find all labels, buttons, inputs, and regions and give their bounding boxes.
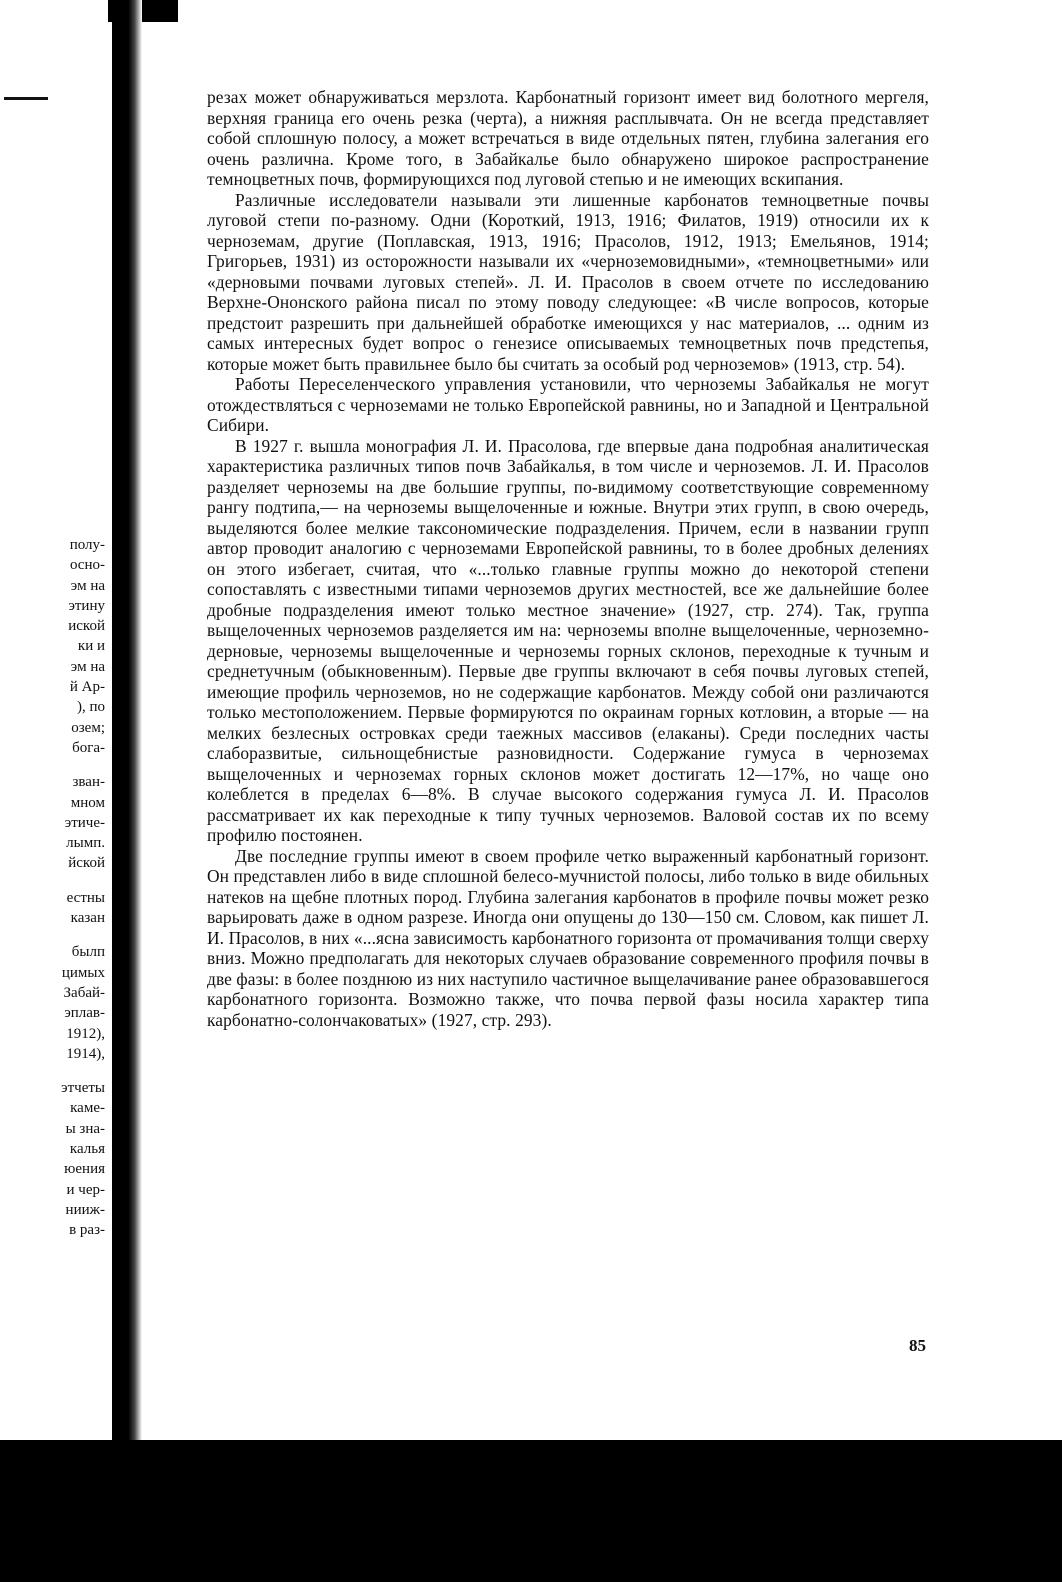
paragraph-5: Две последние группы имеют в своем профиле четко выраженный карбонатный горизонт. Он представлен либо в виде сплошной белесо-мучнистой полосы, либо только в виде обильных натеков на щебне плотных пород. Глубина залегания карбонатов в профиле почвы может резко варьировать даже в одном разрезе. Иногда они опущены до 130—150 см. Словом, как пишет Л. И. Прасолов, в них «...ясна зависимость карбонатного горизонта от промачивания толщи сверху вниз. Можно предполагать для некоторых случаев образование современного профиля почвы в две фазы: в более позднюю из них наступило частичное выщелачивание ранее образовавшегося карбонатного горизонта. Возможно также, что почва первой фазы носила характер типа карбонатно-солончаковатых» (1927, стр. 293). [207,845,930,1030]
fragment-line: и чер- [66,1181,105,1198]
fragment-gap [0,1064,105,1078]
fragment-line: иской [68,618,105,635]
paragraph-2: Различные исследователи называли эти лишенные карбонатов темноцветные почвы луговой степи по-разному. Одни (Короткий, 1913, 1916; Филатов, 1919) относили их к черноземам, другие (Поплавская, 1913, 1916; Прасолов, 1912, 1913; Емельянов, 1914; Григорьев, 1931) из осторожности называли их «черноземовидными», «темноцветными» или «дерновыми почвами луговых степей». Л. И. Прасолов в своем отчете по исследованию Верхне-Ононского района писал по этому поводу следующее: «В числе вопросов, которые предстоит разрешить при дальнейшей обработке имеющихся у нас материалов, ... одним из самых интересных будет вопрос о генезисе описываемых темноцветных почв предстепья, которые может быть правильнее было бы считать за особый род черноземов» (1913, стр. 54). [207,189,929,374]
adjacent-page-fragment [0,535,105,1241]
fragment-line: каме- [70,1100,105,1117]
fragment-line: зван- [72,774,105,791]
fragment-line: в раз- [69,1222,105,1239]
fragment-line: цимых [61,964,105,981]
fragment-line: озем; [71,719,105,736]
fragment-line: Забай- [63,984,105,1001]
fragment-line: этчеты [61,1080,105,1097]
book-spine-shadow [112,0,142,1440]
fragment-line: й Ар- [69,679,105,696]
fragment-line: осно- [69,557,105,574]
fragment-line: юения [64,1161,105,1178]
fragment-line: мном [70,794,105,811]
fragment-line: йской [68,855,105,872]
fragment-line: 1912), [66,1025,105,1042]
paragraph-1: резах может обнаруживаться мерзлота. Карбонатный горизонт имеет вид болотного мергеля, верхняя граница его очень резка (черта), а нижняя расплывчата. Он не всегда представляет собой сплошную полосу, а может встречаться в виде отдельных пятен, глубина залегания его очень различна. Кроме того, в Забайкалье было обнаружено широкое распространение темноцветных почв, формирующихся под луговой степью и не имеющих вскипания. [207,87,929,189]
fragment-line: эм на [70,658,105,675]
fragment-line: эплав- [64,1005,105,1022]
scan-border-bottom [0,1440,1062,1582]
fragment-line: ки и [77,638,105,655]
fragment-line: былп [71,944,105,961]
paragraph-3: Работы Переселенческого управления установили, что черноземы Забайкалья не могут отождествляться с черноземами не только Европейской равнины, но и Западной и Центральной Сибири. [207,374,929,435]
fragment-line: 1914), [66,1045,105,1062]
margin-dash [4,97,48,100]
fragment-line: естны [66,889,105,906]
page-body [207,87,929,1030]
fragment-gap [0,874,105,888]
fragment-line: калья [69,1141,105,1158]
fragment-line: ы зна- [65,1120,105,1137]
fragment-line: бога- [72,739,105,756]
fragment-gap [0,758,105,772]
fragment-gap [0,928,105,942]
fragment-line: полу- [69,537,105,553]
fragment-line: лымп. [66,835,105,852]
fragment-line: ), по [76,699,105,716]
fragment-line: казан [70,910,105,927]
fragment-line: этину [68,597,105,614]
fragment-line: нииж- [65,1201,105,1218]
fragment-line: этиче- [64,814,105,831]
fragment-line: эм на [70,577,105,594]
paragraph-4: В 1927 г. вышла монография Л. И. Прасолова, где впервые дана подробная аналитическая характеристика различных типов почв Забайкалья, в том числе и черноземов. Л. И. Прасолов разделяет черноземы на две большие группы, по-видимому соответствующие современному рангу подтипа,— на черноземы выщелоченные и южные. Внутри этих групп, в свою очередь, выделяются более мелкие таксономические подразделения. Причем, если в названии групп автор проводит аналогию с черноземами Европейской равнины, то в более дробных делениях он этого избегает, считая, что «...только главные группы можно до некоторой степени сопоставлять с известными типами черноземов других местностей, все же дальнейшие более дробные подразделения имеют только местное значение» (1927, стр. 274). Так, группа выщелоченных черноземов разделяется им на: черноземы вполне выщелоченные, черноземно-дерновые, черноземы выщелоченные и черноземы горных склонов, переходные к тучным и среднетучным (обыкновенным). Первые две группы включают в себя почвы луговых степей, имеющие профиль черноземов, но не содержащие карбонатов. Между собой они различаются только местоположением. Первые формируются по окраинам горных котловин, а вторые — на мелких безлесных островках среди таежных массивов (елаканы). Среди последних часты слаборазвитые, сильнощебнистые разновидности. Содержание гумуса в черноземах выщелоченных и черноземах горных склонов может достигать 12—17%, но чаще оно колеблется в пределах 6—8%. В случае высокого содержания гумуса Л. И. Прасолов рассматривает их как переходные к типу тучных черноземов. Валовой состав их по всему профилю постоянен. [207,435,929,845]
page-number: 85 [909,1336,926,1355]
